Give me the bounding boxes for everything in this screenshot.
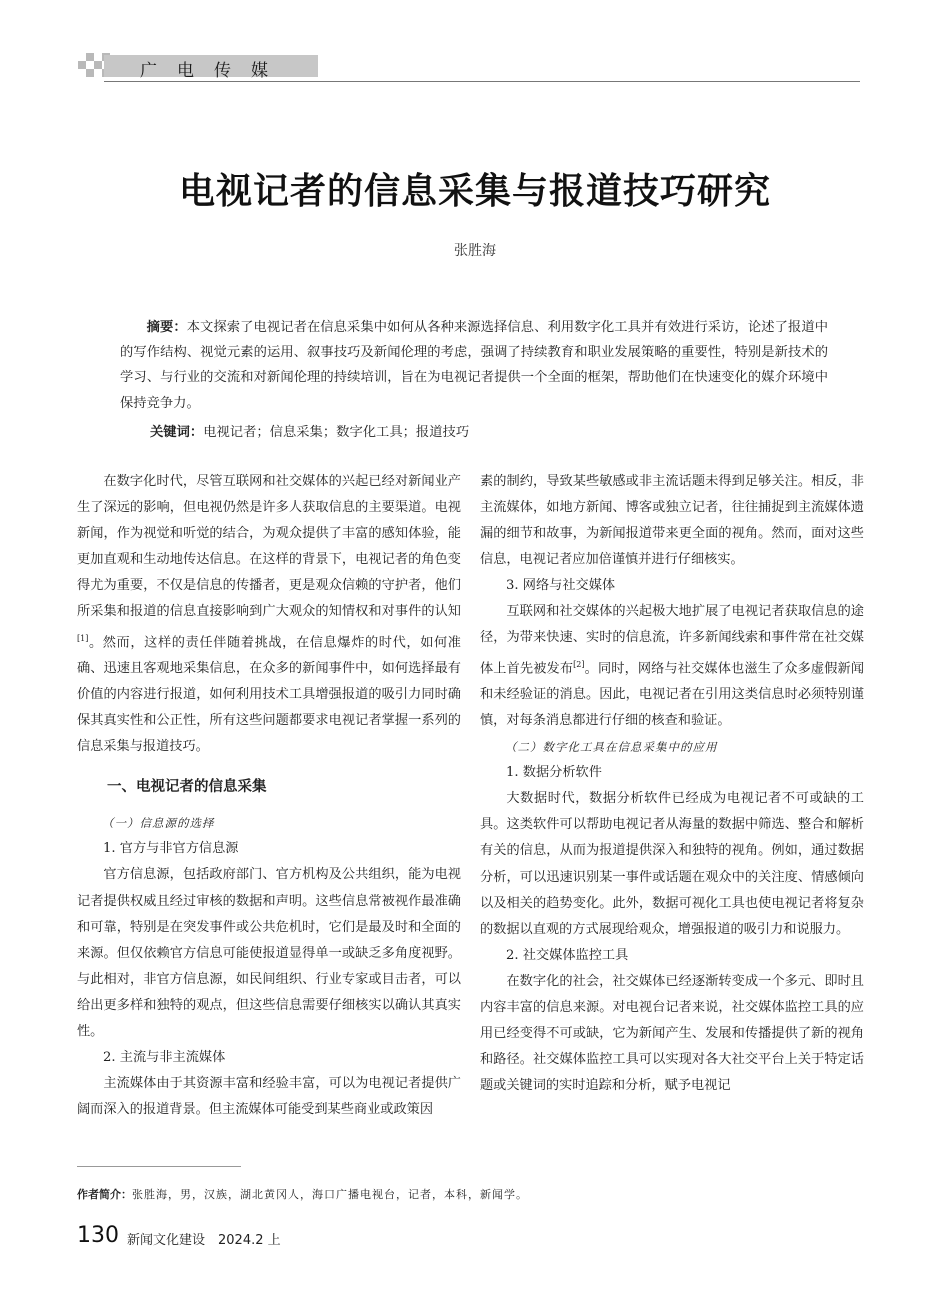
paragraph-official-sources: 官方信息源，包括政府部门、官方机构及公共组织，能为电视记者提供权威且经过审核的数据和声明。这些信息常被视作最准确和可靠，特别是在突发事件或公共危机时，它们是最及时和全面的来源。但仅依赖官方信息可能使报道显得单一或缺乏多角度视野。与此相对，非官方信息源，如民间组织、行业专家或目击者，可以给出更多样和独特的观点，但这些信息需要仔细核实以确认其真实性。 [77,867,461,1039]
citation-1[interactable]: [1] [77,633,89,643]
subsection-digital-tools: （二）数字化工具在信息采集中的应用 [505,740,718,755]
paragraph-social-monitoring: 在数字化的社会，社交媒体已经逐渐转变成一个多元、即时且内容丰富的信息来源。对电视台记者来说，社交媒体监控工具的应用已经变得不可或缺，它为新闻产生、发展和传播提供了新的视角和路径。社交媒体监控工具可以实现对各大社交平台上关于特定话题或关键词的实时追踪和分析，赋予电视记 [480,973,864,1094]
article-author: 张胜海 [454,243,496,259]
header-rule [104,81,860,82]
item-data-analysis: 1. 数据分析软件 [506,765,602,781]
intro-paragraph: 在数字化时代，尽管互联网和社交媒体的兴起已经对新闻业产生了深远的影响，但电视仍然是许多人获取信息的主要渠道。电视新闻，作为视觉和听觉的结合，为观众提供了丰富的感知体验，能更加直观和生动地传达信息。在这样的背景下，电视记者的角色变得尤为重要，不仅是信息的传播者，更是观众信赖的守护者，他们所采集和报道的信息直接影响到广大观众的知情权和对事件的认知[1]。然而，这样的责任伴随着挑战，在信息爆炸的时代，如何准确、迅速且客观地采集信息，在众多的新闻事件中，如何选择最有价值的内容进行报道，如何利用技术工具增强报道的吸引力同时确保其真实性和公正性，所有这些问题都要求电视记者掌握一系列的信息采集与报道技巧。 [77,474,461,755]
citation-2[interactable]: [2] [573,659,585,669]
keywords [150,421,469,440]
section-label: 广电传媒 [140,61,288,81]
paragraph-mainstream-cont: 素的制约，导致某些敏感或非主流话题未得到足够关注。相反，非主流媒体，如地方新闻、博客或独立记者，往往捕捉到主流媒体遗漏的细节和故事，为新闻报道带来更全面的视角。然而，面对这些信息，电视记者应加倍谨慎并进行仔细核实。 [480,474,864,568]
abstract-label: 摘要： [146,320,187,335]
abstract [120,315,828,416]
paragraph-data-analysis: 大数据时代，数据分析软件已经成为电视记者不可或缺的工具。这类软件可以帮助电视记者从海量的数据中筛选、整合和解析有关的信息，从而为报道提供深入和独特的视角。例如，通过数据分析，可以迅速识别某一事件或话题在观众中的关注度、情感倾向以及相关的趋势变化。此外，数据可视化工具也使电视记者将复杂的数据以直观的方式展现给观众，增强报道的吸引力和说服力。 [480,791,864,937]
left-column [77,469,461,1123]
keywords-label: 关键词： [150,425,204,440]
footnote-rule [77,1166,241,1167]
subsection-source-selection: （一）信息源的选择 [102,816,215,831]
author-bio-label: 作者简介： [77,1188,132,1201]
section-banner [104,55,318,81]
item-official-sources: 1. 官方与非官方信息源 [103,841,239,857]
heading-information-gathering: 一、电视记者的信息采集 [107,779,267,796]
paragraph-network-social: 互联网和社交媒体的兴起极大地扩展了电视记者获取信息的途径，为带来快速、实时的信息流，许多新闻线索和事件常在社交媒体上首先被发布[2]。同时，网络与社交媒体也滋生了众多虚假新闻和未经验证的消息。因此，电视记者在引用这类信息时必须特别谨慎，对每条消息都进行仔细的核查和验证。 [480,604,865,729]
keywords-text: 电视记者；信息采集；数字化工具；报道技巧 [203,425,470,440]
right-column [480,469,864,1099]
page-number: 130 [77,1223,119,1248]
abstract-text: 本文探索了电视记者在信息采集中如何从各种来源选择信息、利用数字化工具并有效进行采访，论述了报道中的写作结构、视觉元素的运用、叙事技巧及新闻伦理的考虑，强调了持续教育和职业发展策略的重要性，特别是新技术的学习、与行业的交流和对新闻伦理的持续培训，旨在为电视记者提供一个全面的框架，帮助他们在快速变化的媒介环境中保持竞争力。 [120,320,829,411]
article-title: 电视记者的信息采集与报道技巧研究 [178,171,771,212]
item-network-social: 3. 网络与社交媒体 [506,578,616,594]
author-bio [77,1186,528,1202]
paragraph-mainstream-media: 主流媒体由于其资源丰富和经验丰富，可以为电视记者提供广阔而深入的报道背景。但主流媒体可能受到某些商业或政策因 [77,1076,461,1118]
item-social-monitoring: 2. 社交媒体监控工具 [506,947,629,963]
item-mainstream-media: 2. 主流与非主流媒体 [103,1050,226,1066]
journal-name: 新闻文化建设 2024.2 上 [127,1233,281,1248]
author-bio-text: 张胜海，男，汉族，湖北黄冈人，海口广播电视台，记者，本科，新闻学。 [132,1188,528,1201]
